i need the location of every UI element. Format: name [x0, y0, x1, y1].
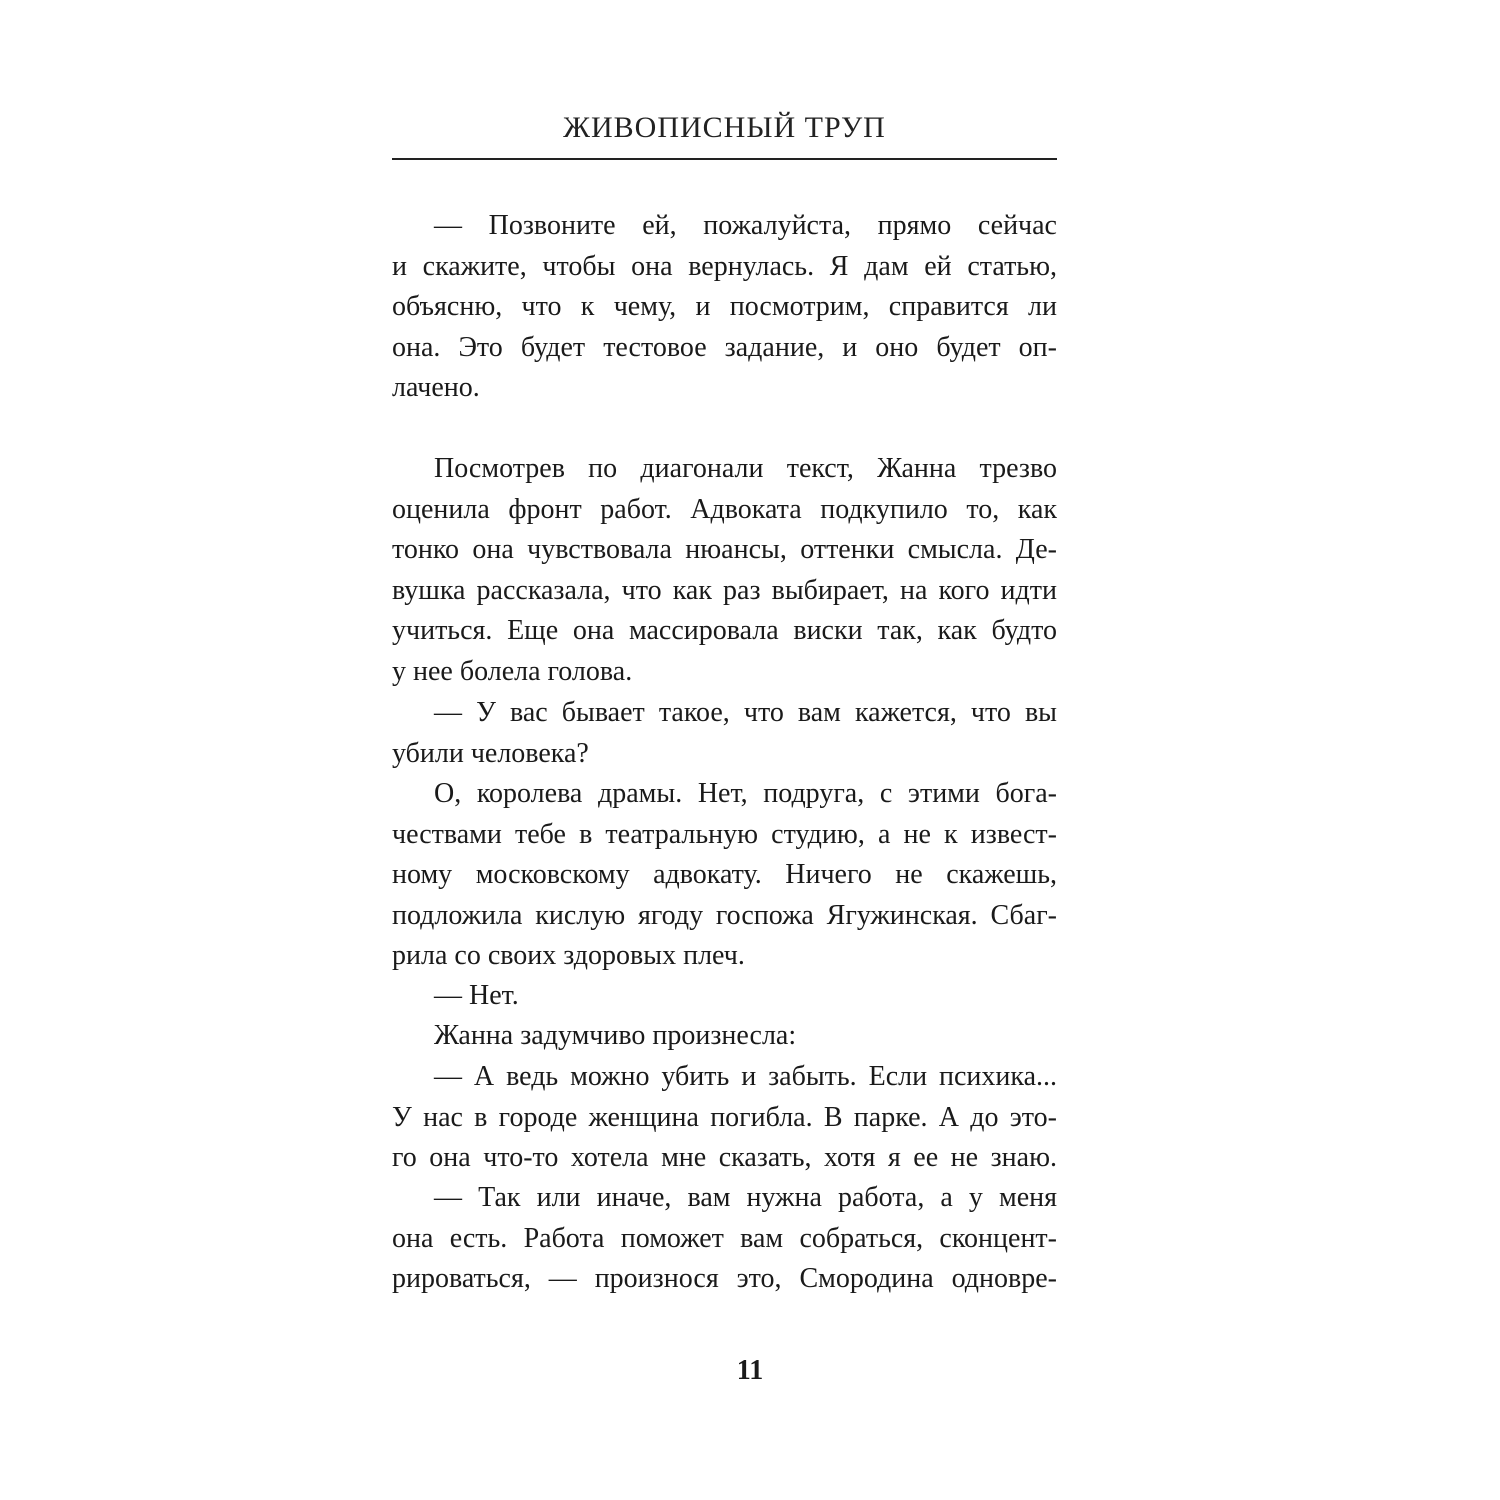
paragraph-2: [392, 449, 1057, 693]
running-head: ЖИВОПИСНЫЙ ТРУП: [563, 111, 886, 144]
text-line: — Так или иначе, вам нужна работа, а у меня: [434, 1182, 1057, 1213]
text-line: лачено.: [392, 372, 480, 404]
text-line: вушка рассказала, что как раз выбирает, на кого идти: [392, 574, 1057, 606]
text-line: — У вас бывает такое, что вам кажется, что вы: [434, 697, 1057, 728]
text-line: она. Это будет тестовое задание, и оно будет оп-: [392, 331, 1057, 363]
text-line: — Позвоните ей, пожалуйста, прямо сейчас: [434, 210, 1057, 241]
text-line: чествами тебе в театральную студию, а не к извест-: [392, 818, 1057, 850]
text-line: рила со своих здоровых плеч.: [392, 940, 745, 972]
page-number: 11: [736, 1355, 764, 1386]
text-line: — А ведь можно убить и забыть. Если психика...: [434, 1061, 1057, 1092]
text-line: у нее болела голова.: [392, 655, 633, 687]
text-line: — Нет.: [434, 980, 519, 1011]
paragraph-8: [392, 1178, 1057, 1300]
text-line: и скажите, чтобы она вернулась. Я дам ей статью,: [392, 250, 1057, 282]
text-line: Посмотрев по диагонали текст, Жанна трезво: [434, 453, 1057, 484]
text-line: У нас в городе женщина погибла. В парке. А до это-: [392, 1101, 1057, 1133]
paragraph-3: [392, 693, 1057, 774]
text-line: Жанна задумчиво произнесла:: [434, 1020, 797, 1051]
paragraph-7: [392, 1057, 1057, 1179]
text-line: она есть. Работа поможет вам собраться, сконцент-: [392, 1222, 1057, 1254]
text-line: тонко она чувствовала нюансы, оттенки смысла. Де-: [392, 534, 1057, 566]
text-line: убили человека?: [392, 737, 589, 769]
paragraph-6: [392, 1016, 1057, 1057]
paragraph-4: [392, 774, 1057, 977]
text-line: ному московскому адвокату. Ничего не скажешь,: [392, 859, 1057, 891]
paragraph-1: [392, 206, 1057, 409]
text-line: рироваться, — произнося это, Смородина одновре-: [392, 1263, 1057, 1295]
text-line: объясню, что к чему, и посмотрим, справится ли: [392, 291, 1057, 323]
header-rule: [392, 158, 1057, 160]
text-line: подложила кислую ягоду госпожа Ягужинская. Сбаг-: [392, 899, 1057, 931]
paragraph-5: [392, 976, 1057, 1017]
text-line: учиться. Еще она массировала виски так, как будто: [392, 615, 1057, 647]
text-line: оценила фронт работ. Адвоката подкупило то, как: [392, 493, 1057, 525]
text-line: О, королева драмы. Нет, подруга, с этими бога-: [434, 778, 1057, 809]
text-line: го она что-то хотела мне сказать, хотя я ее не знаю.: [392, 1142, 1057, 1174]
